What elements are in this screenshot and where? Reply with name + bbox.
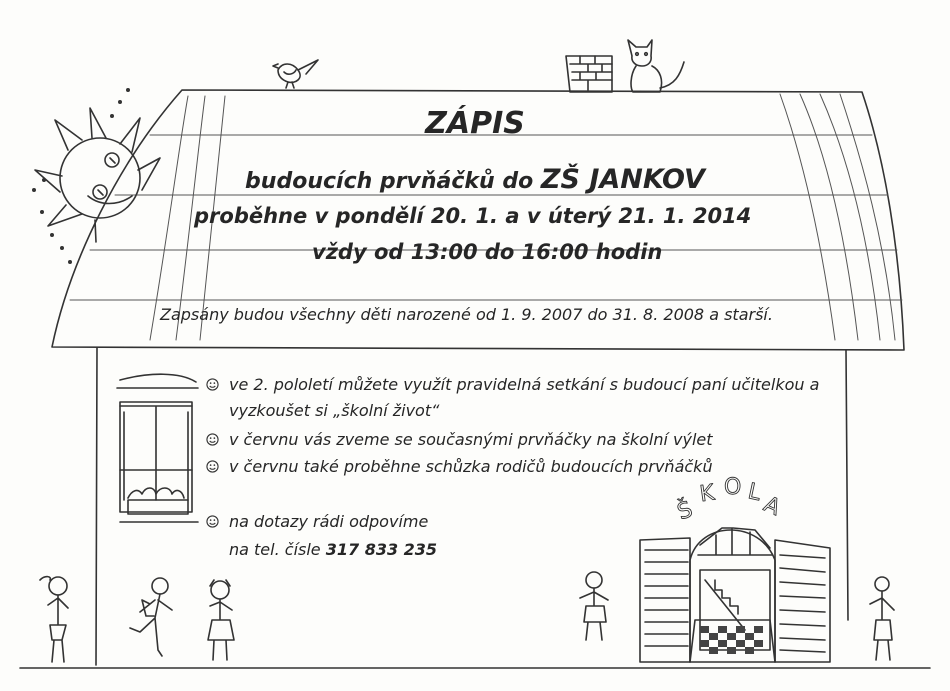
phone-prefix: na tel. čísle bbox=[229, 540, 326, 559]
phone-number: 317 833 235 bbox=[325, 540, 438, 559]
smiley-icon bbox=[206, 460, 219, 473]
bird-drawing bbox=[273, 60, 318, 88]
svg-text:L: L bbox=[745, 479, 763, 507]
svg-text:O: O bbox=[724, 475, 742, 500]
svg-text:Š: Š bbox=[674, 497, 696, 526]
svg-text:A: A bbox=[759, 492, 784, 522]
item-1-line-a: ve 2. pololetí můžete využít pravidelná setkání s budoucí paní učitelkou a bbox=[229, 375, 820, 394]
item-2: v červnu vás zveme se současnými prvňáčky na školní výlet bbox=[229, 430, 713, 449]
child-figure-2 bbox=[130, 578, 172, 656]
house-wall-left bbox=[96, 348, 97, 665]
page-title: ZÁPIS bbox=[425, 106, 525, 141]
smiley-icon bbox=[206, 515, 219, 528]
enrollment-note: Zapsány budou všechny děti narozené od 1. 9. 2007 do 31. 8. 2008 a starší. bbox=[160, 305, 773, 324]
phone-line bbox=[229, 540, 437, 559]
child-figure-1 bbox=[40, 577, 68, 662]
smiley-icon bbox=[206, 378, 219, 391]
contact-line: na dotazy rádi odpovíme bbox=[229, 512, 429, 531]
svg-text:K: K bbox=[698, 480, 717, 508]
child-figure-4 bbox=[580, 572, 608, 640]
subtitle-prefix: budoucích prvňáčků do bbox=[245, 169, 541, 194]
door-floor-checker bbox=[700, 626, 763, 654]
skola-sign bbox=[674, 475, 784, 525]
chimney bbox=[566, 56, 612, 92]
item-3: v červnu také proběhne schůzka rodičů budoucích prvňáčků bbox=[229, 457, 713, 476]
door-drawing bbox=[640, 528, 830, 662]
hours-line: vždy od 13:00 do 16:00 hodin bbox=[312, 240, 663, 264]
child-figure-3 bbox=[208, 580, 234, 660]
item-1-line-b: vyzkoušet si „školní život“ bbox=[229, 401, 440, 420]
subtitle-line bbox=[0, 164, 950, 195]
cat-drawing bbox=[628, 40, 684, 92]
child-figure-5 bbox=[870, 577, 894, 660]
school-name: ZŠ JANKOV bbox=[540, 164, 705, 195]
dates-line: proběhne v pondělí 20. 1. a v úterý 21. 1. 2014 bbox=[194, 204, 752, 228]
window-drawing bbox=[117, 374, 198, 522]
smiley-icon bbox=[206, 433, 219, 446]
house-wall-right bbox=[846, 350, 848, 620]
